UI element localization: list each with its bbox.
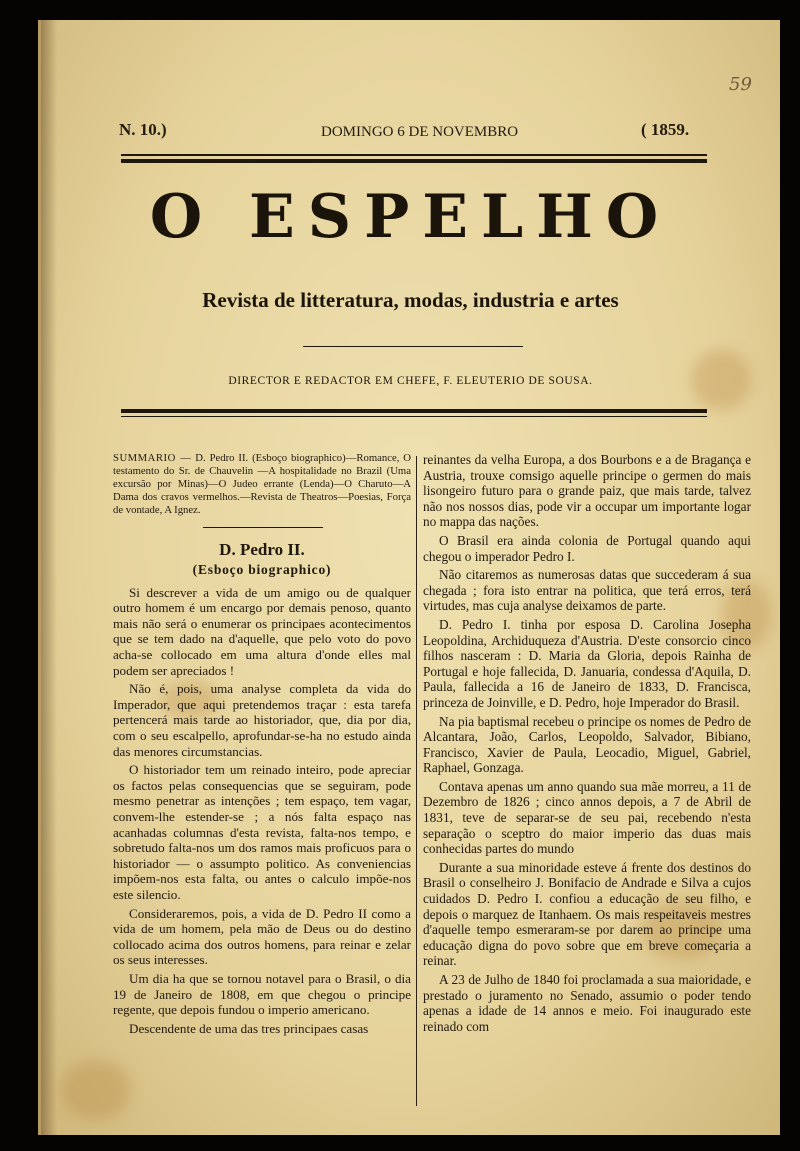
summary-text: D. Pedro II. (Esboço biographico)—Romance, O testamento do Sr. de Chauvelin —A hospitalidade no Brazil (Uma excursão por Minas)—O Judeo errante (Lenda)—O Charuto—A Dama dos cravos vermelhos.—Revista de Theatros—Poesias, Força de vontade, A Ignez. bbox=[113, 452, 411, 517]
top-rule bbox=[121, 154, 707, 156]
right-paragraph: Contava apenas um anno quando sua mãe morreu, a 11 de Dezembro de 1826 ; cinco annos depois, a 7 de Abril de 1831, teve de separar-se de seu pai, recebendo n'esta separação o sceptro do maior imperio das duas mais conhecidas partes do mundo bbox=[423, 778, 751, 857]
director-line: DIRECTOR E REDACTOR EM CHEFE, F. ELEUTERIO DE SOUSA. bbox=[228, 375, 593, 387]
right-paragraph: O Brasil era ainda colonia de Portugal quando aqui chegou o imperador Pedro I. bbox=[423, 532, 751, 564]
masthead-subtitle: Revista de litteratura, modas, industria e artes bbox=[202, 288, 619, 312]
left-paragraph: Não é, pois, uma analyse completa da vida do Imperador, que aqui pretendemos traçar : esta tarefa pertencerá mais tarde ao historiador, que, dia por dia, com o seu escalpello, aprofundar-se-ha no estudo ainda das menores circumstancias. bbox=[113, 681, 411, 759]
right-paragraph: Na pia baptismal recebeu o principe os nomes de Pedro de Alcantara, João, Carlos, Leopoldo, Salvador, Bibiano, Francisco, Xavier de Paula, Leocadio, Miguel, Gabriel, Raphael, Gonzaga. bbox=[423, 713, 751, 776]
left-paragraph: Si descrever a vida de um amigo ou de qualquer outro homem é um encargo por demais penoso, quanto mais não será o enumerar os principaes acontecimentos que se tem dado na d'aquelle, que pelo voto do povo acha-se collocado em uma altura d'onde elles mal podem ser apreciados ! bbox=[113, 584, 411, 678]
left-paragraph: O historiador tem um reinado inteiro, pode apreciar os factos pelas consequencias que se seguiram, pode mesmo penetrar as intenções ; tem espaço, tem vagar, convem-lhe estender-se ; a nós falta espaço nas acanhadas columnas d'esta revista, falta-nos tempo, e sobretudo falta-nos um dos ramos mais proficuos para o historiador — o assumpto politico. As conveniencias impõem-nos esta falta, ou antes o calculo impõe-nos este silencio. bbox=[113, 762, 411, 902]
mid-rule bbox=[121, 416, 707, 417]
right-column bbox=[423, 452, 751, 1037]
summary bbox=[113, 452, 411, 517]
column-divider bbox=[416, 456, 417, 1106]
issue-number: N. 10.) bbox=[119, 120, 167, 139]
masthead-title: O ESPELHO bbox=[149, 182, 672, 252]
issue-year: ( 1859. bbox=[641, 120, 690, 139]
right-paragraph: Durante a sua minoridade esteve á frente dos destinos do Brasil o conselheiro J. Bonifacio de Andrade e Silva a cujos cuidados D. Pedro I. confiou a educação de seu filho, e depois o marquez de Itanhaem. Os mais respeitaveis mestres d'aquelle tempo esmeraram-se por darem ao principe uma educação digna do povo sobre que em breve começaria a reinar. bbox=[423, 859, 751, 969]
left-column bbox=[113, 452, 411, 1039]
newspaper-page bbox=[38, 20, 780, 1135]
mid-rule-thick bbox=[121, 409, 707, 413]
issue-date: DOMINGO 6 DE NOVEMBRO bbox=[321, 124, 519, 140]
summary-divider bbox=[203, 527, 323, 528]
top-rule-thick bbox=[121, 159, 707, 163]
left-paragraph: Descendente de uma das tres principaes casas bbox=[129, 1020, 369, 1036]
right-paragraph: Não citaremos as numerosas datas que succederam á sua chegada ; fora isto entrar na politica, que terá erros, terá virtudes, mas cuja analyse deixamos de parte. bbox=[423, 567, 751, 614]
article-subtitle: (Esboço biographico) bbox=[192, 562, 332, 578]
article-title: D. Pedro II. bbox=[219, 540, 305, 560]
page-number: 59 bbox=[729, 74, 752, 95]
right-paragraph: reinantes da velha Europa, a dos Bourbons e a de Bragança e Austria, trouxe comsigo aquelle principe o germen do mais lisongeiro futuro para o grande paiz, que mais tarde, talvez não nos nossos dias, pode vir a occupar um importante logar no mappa das nações. bbox=[423, 452, 751, 530]
left-paragraph: Um dia ha que se tornou notavel para o Brasil, o dia 19 de Janeiro de 1808, em que chegou o principe regente, que depois fundou o imperio americano. bbox=[113, 970, 411, 1018]
right-paragraph: D. Pedro I. tinha por esposa D. Carolina Josepha Leopoldina, Archiduqueza d'Austria. D'este consorcio cinco filhos nasceram : D. Maria da Gloria, depois Rainha de Portugal e hoje fallecida, D. Januaria, condessa d'Aquila, D. Paula, fallecida a 16 de Janeiro de 1833, D. Francisca, princeza de Joinville, e D. Pedro, hoje Imperador do Brasil. bbox=[423, 616, 751, 710]
stain bbox=[61, 1060, 131, 1120]
divider-short bbox=[303, 346, 523, 347]
right-paragraph: A 23 de Julho de 1840 foi proclamada a sua maioridade, e prestado o juramento no Senado, assumio o poder tendo apenas a idade de 14 annos e meio. Foi inaugurado este reinado com bbox=[423, 972, 751, 1034]
summary-label: SUMMARIO — bbox=[113, 452, 192, 464]
left-paragraph: Consideraremos, pois, a vida de D. Pedro II como a vida de um homem, pela mão de Deus ou do destino collocado acima dos outros homens, para reinar e zelar os seus interesses. bbox=[113, 905, 411, 968]
